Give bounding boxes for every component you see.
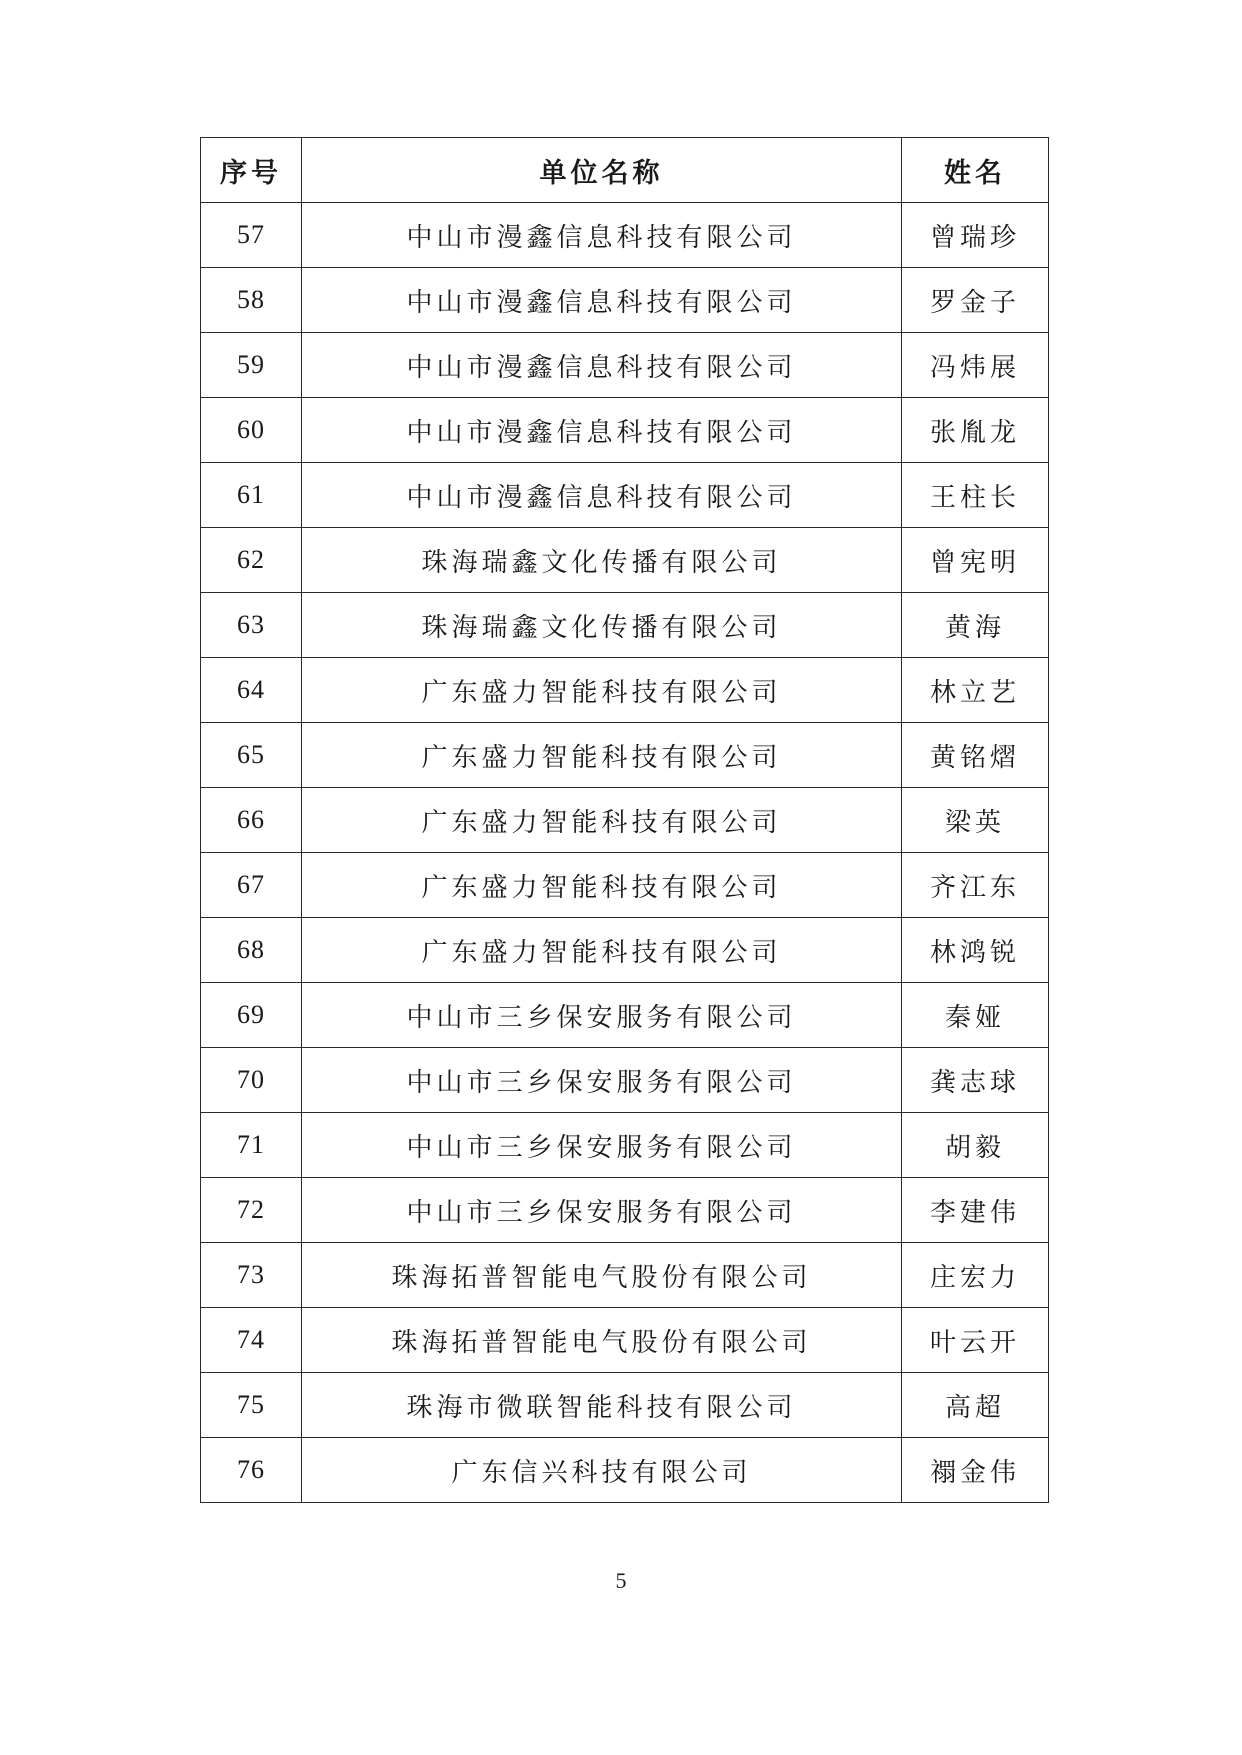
cell-index: 65 [201, 723, 302, 788]
cell-index: 60 [201, 398, 302, 463]
header-org: 单位名称 [302, 138, 902, 203]
cell-name: 张胤龙 [902, 398, 1049, 463]
cell-org: 中山市漫鑫信息科技有限公司 [302, 398, 902, 463]
cell-index: 66 [201, 788, 302, 853]
table-row [201, 1438, 1049, 1503]
cell-org: 中山市漫鑫信息科技有限公司 [302, 333, 902, 398]
cell-org: 广东盛力智能科技有限公司 [302, 853, 902, 918]
table-row [201, 918, 1049, 983]
cell-org: 中山市漫鑫信息科技有限公司 [302, 203, 902, 268]
cell-index: 72 [201, 1178, 302, 1243]
cell-org: 中山市三乡保安服务有限公司 [302, 1048, 902, 1113]
cell-org: 广东盛力智能科技有限公司 [302, 723, 902, 788]
cell-name: 罗金子 [902, 268, 1049, 333]
table-row [201, 788, 1049, 853]
table-row [201, 1113, 1049, 1178]
cell-name: 庄宏力 [902, 1243, 1049, 1308]
table-row [201, 983, 1049, 1048]
table-row [201, 528, 1049, 593]
cell-org: 广东信兴科技有限公司 [302, 1438, 902, 1503]
cell-index: 70 [201, 1048, 302, 1113]
cell-name: 齐江东 [902, 853, 1049, 918]
table-row [201, 853, 1049, 918]
table-row [201, 1048, 1049, 1113]
table-row [201, 203, 1049, 268]
page-number: 5 [615, 1568, 627, 1593]
cell-index: 57 [201, 203, 302, 268]
table-row [201, 593, 1049, 658]
cell-index: 73 [201, 1243, 302, 1308]
cell-name: 王柱长 [902, 463, 1049, 528]
cell-org: 珠海瑞鑫文化传播有限公司 [302, 593, 902, 658]
personnel-table [200, 137, 1049, 1503]
cell-index: 71 [201, 1113, 302, 1178]
cell-org: 珠海市微联智能科技有限公司 [302, 1373, 902, 1438]
cell-org: 中山市三乡保安服务有限公司 [302, 1113, 902, 1178]
header-name: 姓名 [902, 138, 1049, 203]
cell-name: 秦娅 [902, 983, 1049, 1048]
cell-index: 67 [201, 853, 302, 918]
cell-index: 75 [201, 1373, 302, 1438]
cell-name: 林鸿锐 [902, 918, 1049, 983]
table-row [201, 1243, 1049, 1308]
cell-name: 禤金伟 [902, 1438, 1049, 1503]
cell-name: 曾瑞珍 [902, 203, 1049, 268]
cell-index: 68 [201, 918, 302, 983]
cell-name: 林立艺 [902, 658, 1049, 723]
cell-org: 广东盛力智能科技有限公司 [302, 658, 902, 723]
cell-name: 龚志球 [902, 1048, 1049, 1113]
cell-index: 74 [201, 1308, 302, 1373]
cell-name: 黄海 [902, 593, 1049, 658]
cell-index: 58 [201, 268, 302, 333]
cell-org: 广东盛力智能科技有限公司 [302, 788, 902, 853]
cell-org: 珠海拓普智能电气股份有限公司 [302, 1308, 902, 1373]
cell-index: 76 [201, 1438, 302, 1503]
cell-name: 曾宪明 [902, 528, 1049, 593]
cell-org: 中山市漫鑫信息科技有限公司 [302, 463, 902, 528]
cell-index: 64 [201, 658, 302, 723]
table-row [201, 1178, 1049, 1243]
header-index: 序号 [201, 138, 302, 203]
table-header-row [201, 138, 1049, 203]
table-row [201, 268, 1049, 333]
table-row [201, 723, 1049, 788]
cell-index: 59 [201, 333, 302, 398]
cell-index: 61 [201, 463, 302, 528]
table-row [201, 1373, 1049, 1438]
cell-org: 中山市三乡保安服务有限公司 [302, 983, 902, 1048]
cell-index: 62 [201, 528, 302, 593]
table-row [201, 333, 1049, 398]
cell-org: 珠海拓普智能电气股份有限公司 [302, 1243, 902, 1308]
cell-index: 69 [201, 983, 302, 1048]
table-row [201, 398, 1049, 463]
cell-name: 梁英 [902, 788, 1049, 853]
cell-name: 叶云开 [902, 1308, 1049, 1373]
cell-org: 广东盛力智能科技有限公司 [302, 918, 902, 983]
table-row [201, 463, 1049, 528]
cell-org: 中山市漫鑫信息科技有限公司 [302, 268, 902, 333]
cell-name: 高超 [902, 1373, 1049, 1438]
cell-org: 中山市三乡保安服务有限公司 [302, 1178, 902, 1243]
cell-name: 黄铭熠 [902, 723, 1049, 788]
cell-name: 胡毅 [902, 1113, 1049, 1178]
cell-org: 珠海瑞鑫文化传播有限公司 [302, 528, 902, 593]
table-row [201, 658, 1049, 723]
table-row [201, 1308, 1049, 1373]
cell-name: 冯炜展 [902, 333, 1049, 398]
cell-index: 63 [201, 593, 302, 658]
cell-name: 李建伟 [902, 1178, 1049, 1243]
